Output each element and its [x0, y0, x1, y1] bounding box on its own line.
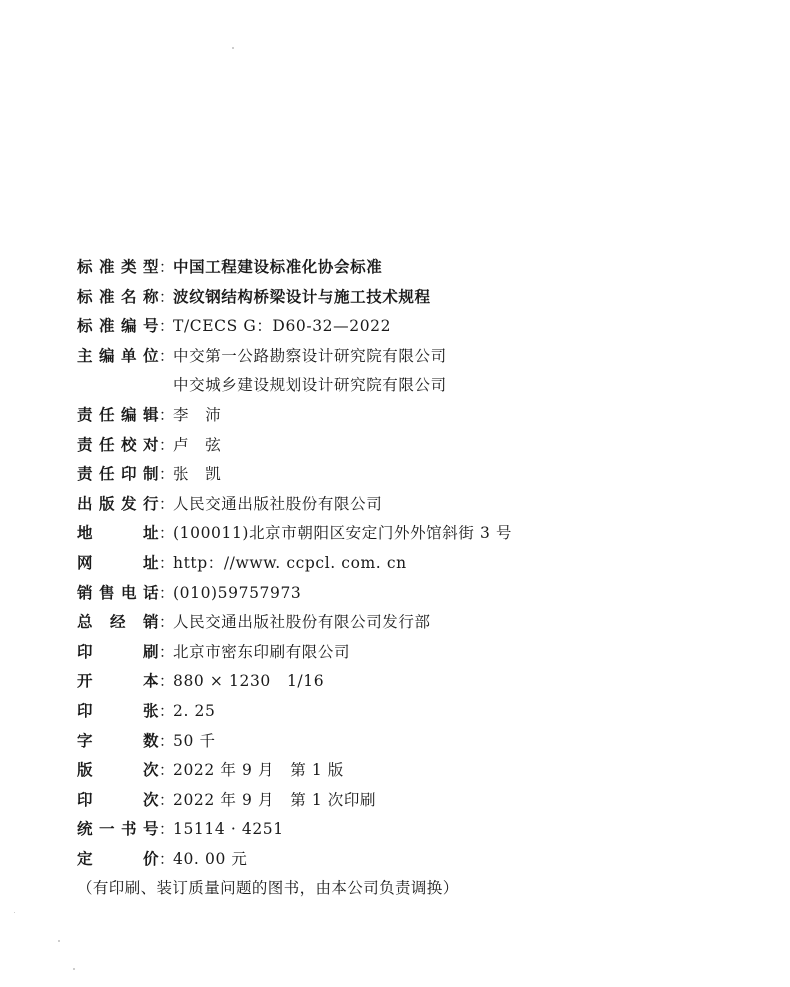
colophon-block [77, 253, 757, 904]
colophon-row-printer [77, 638, 757, 668]
colon: ： [159, 849, 175, 868]
colon: ： [159, 524, 175, 543]
colophon-value: (010)59757973 [173, 583, 302, 602]
colophon-value: T/CECS G：D60-32—2022 [173, 317, 392, 336]
colophon-label: 责任编辑 [77, 405, 159, 424]
colophon-value: 40. 00 元 [173, 849, 248, 868]
colophon-label: 印 张 [77, 701, 159, 720]
colophon-row-printed-sheets [77, 697, 757, 727]
colophon-label: 销售电话 [77, 583, 159, 602]
colophon-value: 880 × 1230 1/16 [173, 672, 325, 691]
colophon-label: 印 刷 [77, 642, 159, 661]
colophon-label: 版 次 [77, 761, 159, 780]
colophon-value: 中国工程建设标准化协会标准 [173, 258, 383, 276]
colophon-row-responsible-editor [77, 401, 757, 431]
colophon-value: 李 沛 [173, 405, 222, 424]
scan-speck [232, 47, 234, 49]
colophon-label: 开 本 [77, 672, 159, 691]
colophon-label: 总 经 销 [77, 613, 159, 632]
colophon-row-standard-number [77, 312, 757, 342]
quality-note: （有印刷、装订质量问题的图书，由本公司负责调换） [77, 879, 459, 898]
colon: ： [159, 553, 175, 572]
colophon-label: 网 址 [77, 553, 159, 572]
colophon-row-distributor [77, 608, 757, 638]
colophon-label: 字 数 [77, 731, 159, 750]
colon: ： [159, 731, 175, 750]
scan-speck [58, 940, 60, 942]
colophon-row-print-manager [77, 460, 757, 490]
colon: ： [159, 435, 175, 454]
colophon-row-word-count [77, 727, 757, 757]
scan-speck [14, 912, 15, 913]
colon: ： [159, 761, 175, 780]
colophon-value: 人民交通出版社股份有限公司发行部 [173, 613, 431, 632]
colon: ： [159, 258, 175, 276]
colophon-row-chief-editor-unit-2 [77, 371, 757, 401]
colophon-row-sales-phone [77, 579, 757, 609]
colophon-row-publisher [77, 490, 757, 520]
colophon-value: (100011)北京市朝阳区安定门外外馆斜街 3 号 [173, 524, 513, 543]
colophon-row-chief-editor-unit [77, 342, 757, 372]
colophon-row-standard-type [77, 253, 757, 283]
colophon-value: http：//www. ccpcl. com. cn [173, 553, 407, 572]
colon: ： [159, 405, 175, 424]
colon: ： [159, 494, 175, 513]
colophon-label: 印 次 [77, 790, 159, 809]
colon: ： [159, 642, 175, 661]
colophon-label: 地 址 [77, 524, 159, 543]
colophon-row-book-number [77, 815, 757, 845]
colophon-row-address [77, 519, 757, 549]
colophon-label: 责任印制 [77, 465, 159, 484]
colophon-label: 主编单位 [77, 346, 159, 365]
colophon-row-standard-name [77, 283, 757, 313]
colophon-value: 2022 年 9 月 第 1 次印刷 [173, 790, 377, 809]
colophon-row-price [77, 845, 757, 875]
colophon-value: 2022 年 9 月 第 1 版 [173, 761, 344, 780]
colon: ： [159, 820, 175, 839]
colophon-label: 标准类型 [77, 258, 159, 276]
colophon-value: 波纹钢结构桥梁设计与施工技术规程 [173, 287, 431, 306]
colophon-label: 标准编号 [77, 317, 159, 336]
colon: ： [159, 613, 175, 632]
colophon-label: 统一书号 [77, 820, 159, 839]
colon: ： [159, 287, 175, 306]
colon: ： [159, 701, 175, 720]
colophon-row-edition [77, 756, 757, 786]
colophon-label: 标准名称 [77, 287, 159, 306]
colon: ： [159, 672, 175, 691]
colon: ： [159, 583, 175, 602]
colophon-value: 卢 弦 [173, 435, 222, 454]
colophon-value: 2. 25 [173, 701, 216, 720]
colophon-row-printing [77, 786, 757, 816]
colophon-value: 中交第一公路勘察设计研究院有限公司 [173, 346, 447, 365]
colophon-row-proofreader [77, 431, 757, 461]
colophon-row-format [77, 667, 757, 697]
colophon-value: 中交城乡建设规划设计研究院有限公司 [173, 376, 447, 395]
colon: ： [159, 317, 175, 336]
colon: ： [159, 790, 175, 809]
colophon-label: 责任校对 [77, 435, 159, 454]
colophon-value: 人民交通出版社股份有限公司 [173, 494, 383, 513]
colophon-value: 北京市密东印刷有限公司 [173, 642, 351, 661]
colon: ： [159, 465, 175, 484]
colophon-label: 出版发行 [77, 494, 159, 513]
colophon-label: 定 价 [77, 849, 159, 868]
colophon-value: 张 凯 [173, 465, 222, 484]
scan-speck [73, 968, 75, 970]
colophon-row-website [77, 549, 757, 579]
colophon-value: 50 千 [173, 731, 216, 750]
colophon-value: 15114 · 4251 [173, 820, 284, 839]
colon: ： [159, 346, 175, 365]
